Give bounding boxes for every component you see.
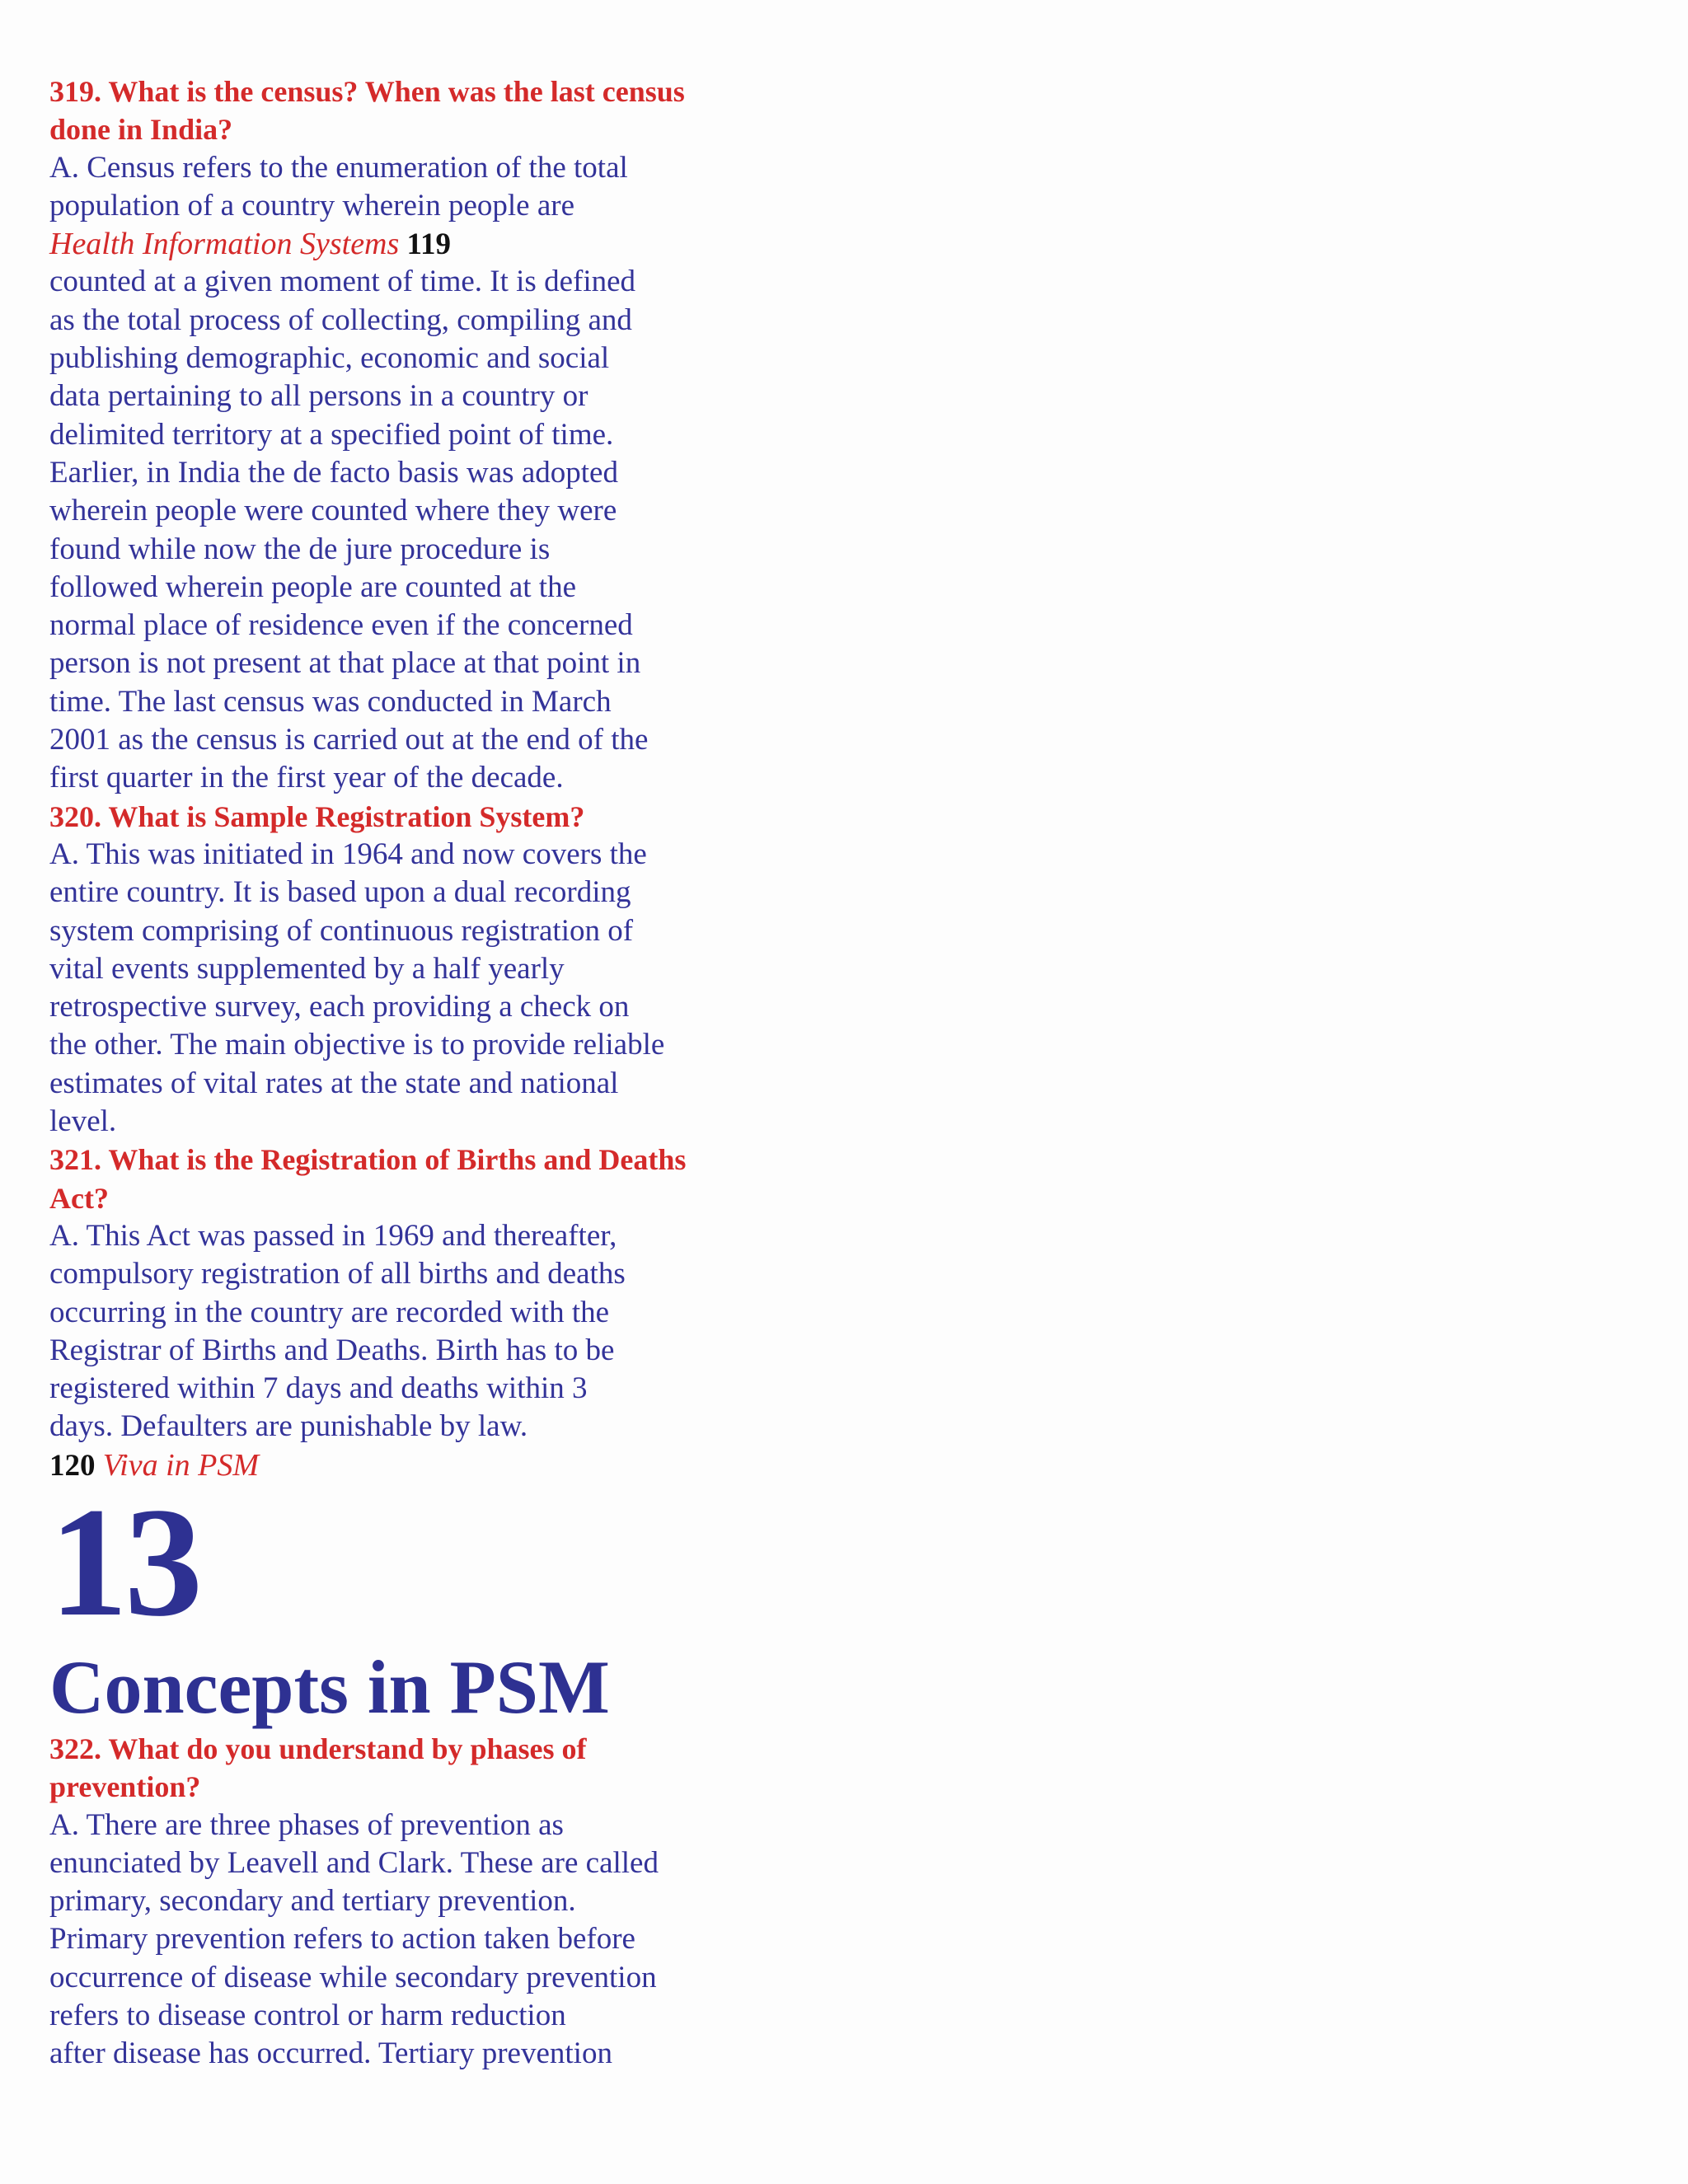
answer-line: system comprising of continuous registration of: [49, 913, 634, 948]
question-title-line: 319. What is the census? When was the last census: [49, 75, 685, 108]
question-title-line: prevention?: [49, 1770, 201, 1804]
answer-line: enunciated by Leavell and Clark. These are called: [49, 1845, 659, 1880]
question-title-line: 320. What is Sample Registration System?: [49, 799, 585, 833]
answer-line: counted at a given moment of time. It is defined: [49, 265, 636, 299]
answer-line: level.: [49, 1104, 117, 1139]
question-320: [49, 798, 791, 1141]
answer-line: delimited territory at a specified point of time.: [49, 417, 614, 452]
answer-line: after disease has occurred. Tertiary prevention: [49, 2036, 612, 2071]
answer-line: Registrar of Births and Deaths. Birth has to be: [49, 1333, 615, 1367]
answer-line: Earlier, in India the de facto basis was adopted: [49, 455, 618, 490]
answer-line: followed wherein people are counted at the: [49, 569, 577, 604]
answer-line: population of a country wherein people are: [49, 188, 574, 223]
page-number: 120: [49, 1448, 96, 1483]
answer-line: entire country. It is based upon a dual recording: [49, 875, 631, 910]
question-319: [49, 73, 791, 798]
question-title-line: done in India?: [49, 113, 233, 147]
document-page: [49, 73, 791, 2074]
running-header-title: Health Information Systems: [49, 227, 400, 262]
answer-line: the other. The main objective is to provide reliable: [49, 1028, 665, 1062]
answer-line: time. The last census was conducted in March: [49, 684, 612, 719]
answer-line: occurring in the country are recorded with the: [49, 1295, 610, 1329]
answer-line: normal place of residence even if the concerned: [49, 608, 633, 643]
answer-line: found while now the de jure procedure is: [49, 532, 551, 566]
question-321: [49, 1141, 791, 1446]
running-header: [49, 225, 791, 263]
answer-line: primary, secondary and tertiary prevention.: [49, 1884, 576, 1919]
answer-line: wherein people were counted where they were: [49, 494, 617, 528]
answer-line: Primary prevention refers to action taken before: [49, 1922, 635, 1957]
answer-line: estimates of vital rates at the state and national: [49, 1066, 619, 1100]
answer-line: person is not present at that place at that point in: [49, 646, 641, 681]
answer-line: compulsory registration of all births and deaths: [49, 1257, 626, 1291]
answer-line: refers to disease control or harm reduction: [49, 1999, 566, 2033]
answer-line: registered within 7 days and deaths within 3: [49, 1371, 588, 1406]
answer-line: A. Census refers to the enumeration of the total: [49, 150, 628, 185]
chapter-number: 13: [49, 1475, 199, 1649]
answer-line: A. There are three phases of prevention as: [49, 1807, 564, 1842]
answer-line: first quarter in the first year of the decade.: [49, 761, 564, 795]
question-title-line: Act?: [49, 1181, 109, 1215]
answer-line: 2001 as the census is carried out at the end of the: [49, 723, 649, 757]
answer-line: days. Defaulters are punishable by law.: [49, 1409, 528, 1444]
answer-line: data pertaining to all persons in a country or: [49, 379, 588, 414]
answer-line: occurrence of disease while secondary prevention: [49, 1960, 657, 1994]
question-title-line: 321. What is the Registration of Births and Deaths: [49, 1143, 687, 1177]
page-number: 119: [406, 227, 452, 262]
answer-line: A. This Act was passed in 1969 and thereafter,: [49, 1218, 617, 1253]
answer-line: publishing demographic, economic and social: [49, 341, 610, 376]
answer-line: retrospective survey, each providing a check on: [49, 990, 630, 1024]
running-footer-title: Viva in PSM: [102, 1447, 259, 1483]
question-322: [49, 1730, 791, 2074]
chapter-title: Concepts in PSM: [49, 1644, 610, 1729]
question-title-line: 322. What do you understand by phases of: [49, 1732, 587, 1765]
answer-line: A. This was initiated in 1964 and now covers the: [49, 837, 647, 871]
answer-line: as the total process of collecting, compiling and: [49, 302, 632, 337]
answer-line: vital events supplemented by a half yearly: [49, 951, 565, 986]
